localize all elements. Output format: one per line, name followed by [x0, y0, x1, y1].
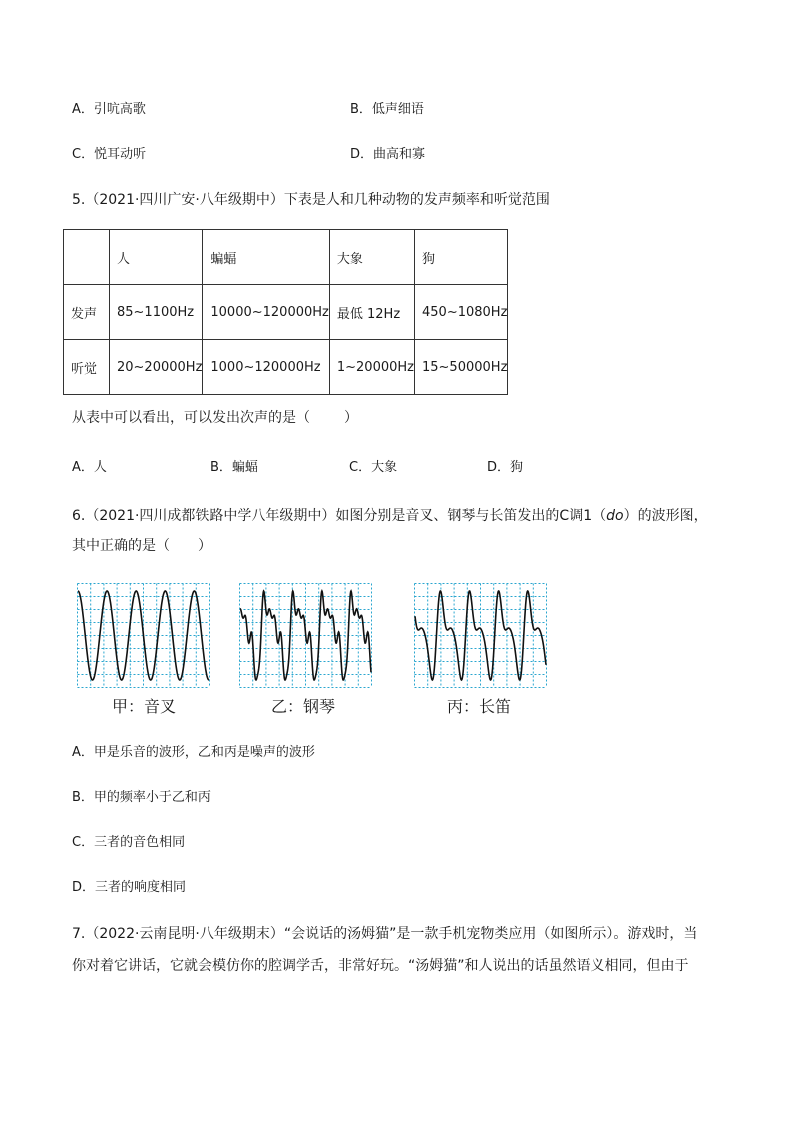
- table-cell: 最低 12Hz: [329, 285, 414, 340]
- table-header-row: [64, 230, 508, 285]
- caption-flute: 丙：长笛: [447, 697, 512, 716]
- q4-option-c[interactable]: [72, 145, 146, 165]
- option-letter: C．: [72, 835, 95, 850]
- table-header-cell: 人: [110, 230, 203, 285]
- option-text: 甲是乐音的波形，乙和丙是噪声的波形: [93, 745, 315, 760]
- q5-question: [72, 408, 358, 428]
- table-cell: 85~1100Hz: [110, 285, 203, 340]
- table-cell: 1000~120000Hz: [203, 340, 329, 395]
- option-letter: B．: [72, 790, 94, 805]
- question-text-end: ）: [344, 410, 358, 426]
- question-text: 从表中可以看出，可以发出次声的是（: [72, 410, 310, 426]
- q5-option-c[interactable]: [349, 458, 397, 478]
- option-text: 蝙蝠: [231, 460, 258, 475]
- option-text: 引吭高歌: [93, 102, 146, 117]
- tuning-fork-waveform: [77, 583, 210, 688]
- option-letter: C．: [349, 460, 372, 475]
- table-header-cell: 蝙蝠: [203, 230, 329, 285]
- q6-option-d[interactable]: [72, 878, 186, 898]
- stem-text: ）的波形图，: [623, 508, 708, 524]
- option-text: 三者的音色相同: [94, 835, 186, 850]
- option-letter: D．: [487, 460, 511, 475]
- table-row: [64, 340, 508, 395]
- option-letter: B．: [210, 460, 232, 475]
- q6-stem-line1: [72, 506, 708, 526]
- table-header-cell: 大象: [329, 230, 414, 285]
- option-letter: A．: [72, 460, 94, 475]
- q5-option-a[interactable]: [72, 458, 107, 478]
- q6-stem-line2: 其中正确的是（ ）: [72, 538, 212, 554]
- option-letter: D．: [350, 147, 374, 162]
- table-cell: [64, 230, 110, 285]
- q5-stem: 5.（2021·四川广安·八年级期中）下表是人和几种动物的发声频率和听觉范围: [72, 192, 550, 208]
- q7-line2: 你对着它讲话，它就会模仿你的腔调学舌，非常好玩。“汤姆猫”和人说出的话虽然语义相同，但由于: [72, 958, 689, 974]
- q6-option-c[interactable]: [72, 833, 185, 853]
- option-text: 甲的频率小于乙和丙: [93, 790, 211, 805]
- option-text: 悦耳动听: [94, 147, 147, 162]
- option-text: 三者的响度相同: [95, 880, 187, 895]
- option-letter: A．: [72, 102, 94, 117]
- q4-option-b[interactable]: [350, 100, 424, 120]
- option-letter: C．: [72, 147, 95, 162]
- q5-option-b[interactable]: [210, 458, 258, 478]
- table-cell: 450~1080Hz: [415, 285, 508, 340]
- option-text: 狗: [510, 460, 524, 475]
- option-letter: D．: [72, 880, 96, 895]
- flute-waveform: [414, 583, 547, 688]
- q6-option-a[interactable]: [72, 743, 315, 763]
- option-letter: B．: [350, 102, 372, 117]
- caption-tuning-fork: 甲：音叉: [112, 697, 177, 716]
- option-letter: A．: [72, 745, 94, 760]
- option-text: 曲高和寡: [373, 147, 426, 162]
- stem-italic: do: [606, 508, 624, 524]
- option-text: 低声细语: [371, 102, 424, 117]
- piano-waveform: [239, 583, 372, 688]
- frequency-table: [63, 229, 508, 395]
- q5-option-d[interactable]: [487, 458, 523, 478]
- q7-line1: 7.（2022·云南昆明·八年级期末）“会说话的汤姆猫”是一款手机宠物类应用（如图所示）。游戏时，当: [72, 926, 698, 942]
- q6-option-b[interactable]: [72, 788, 211, 808]
- table-cell: 20~20000Hz: [110, 340, 203, 395]
- table-header-cell: 狗: [415, 230, 508, 285]
- table-cell: 10000~120000Hz: [203, 285, 329, 340]
- table-row-label: 听觉: [64, 340, 110, 395]
- option-text: 大象: [371, 460, 398, 475]
- caption-piano: 乙：钢琴: [271, 697, 336, 716]
- table-row-label: 发声: [64, 285, 110, 340]
- option-text: 人: [93, 460, 107, 475]
- table-cell: 15~50000Hz: [415, 340, 508, 395]
- table-row: [64, 285, 508, 340]
- q4-option-a[interactable]: [72, 100, 146, 120]
- table-cell: 1~20000Hz: [329, 340, 414, 395]
- q4-option-d[interactable]: [350, 145, 425, 165]
- stem-text: 6.（2021·四川成都铁路中学八年级期中）如图分别是音叉、钢琴与长笛发出的C调1（: [72, 508, 607, 524]
